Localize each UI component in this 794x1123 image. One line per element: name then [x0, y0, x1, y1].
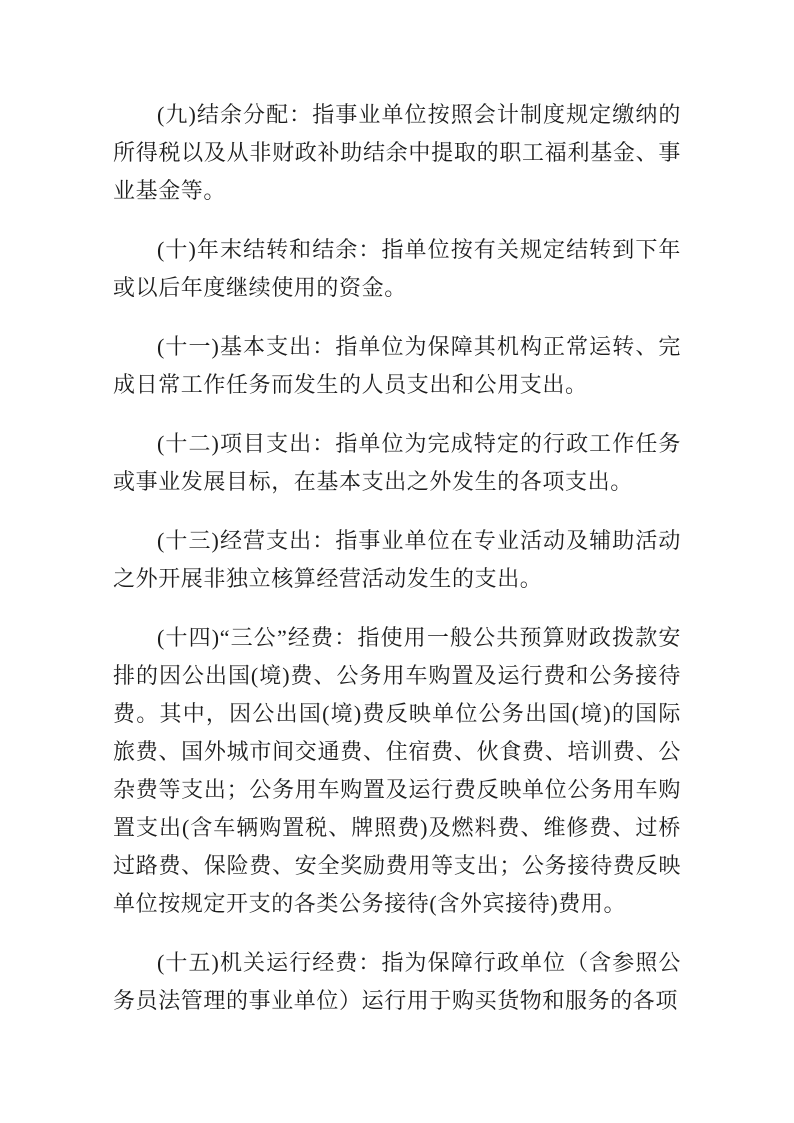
paragraph-item-13-operating-expenditure: (十三)经营支出：指事业单位在专业活动及辅助活动之外开展非独立核算经营活动发生的支出。 [113, 528, 681, 591]
paragraph-item-10-year-end-carryover: (十)年末结转和结余：指单位按有关规定结转到下年或以后年度继续使用的资金。 [113, 237, 681, 300]
document-body [113, 96, 681, 1020]
paragraph-item-12-project-expenditure: (十二)项目支出：指单位为完成特定的行政工作任务或事业发展目标，在基本支出之外发生的各项支出。 [113, 431, 681, 494]
paragraph-item-14-three-public-funds: (十四)“三公”经费：指使用一般公共预算财政拨款安排的因公出国(境)费、公务用车购置及运行费和公务接待费。其中，因公出国(境)费反映单位公务出国(境)的国际旅费、国外城市间交通费、住宿费、伙食费、培训费、公杂费等支出；公务用车购置及运行费反映单位公务用车购置支出(含车辆购置税、牌照费)及燃料费、维修费、过桥过路费、保险费、安全奖励费用等支出；公务接待费反映单位按规定开支的各类公务接待(含外宾接待)费用。 [113, 625, 681, 916]
paragraph-item-11-basic-expenditure: (十一)基本支出：指单位为保障其机构正常运转、完成日常工作任务而发生的人员支出和公用支出。 [113, 334, 681, 397]
paragraph-item-9-surplus-distribution: (九)结余分配：指事业单位按照会计制度规定缴纳的所得税以及从非财政补助结余中提取的职工福利基金、事业基金等。 [113, 102, 681, 203]
paragraph-item-15-agency-operating-funds: (十五)机关运行经费：指为保障行政单位（含参照公务员法管理的事业单位）运行用于购买货物和服务的各项 [113, 950, 681, 1013]
